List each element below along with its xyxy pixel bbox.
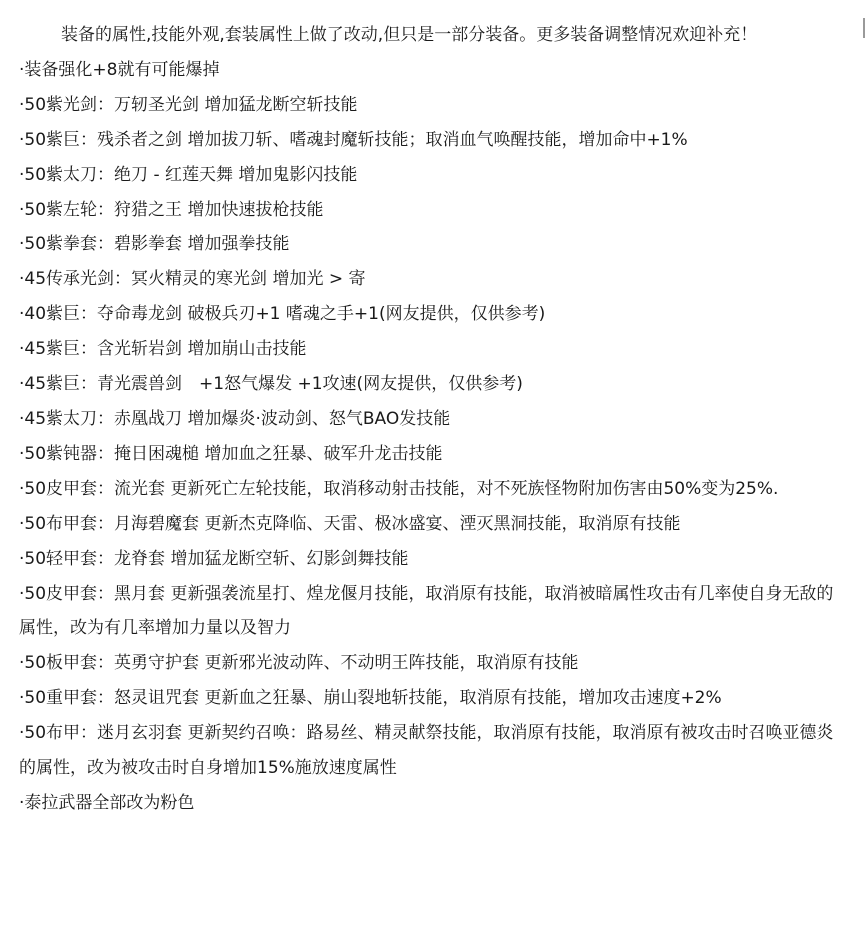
paragraph-line: ·45紫巨：含光斩岩剑 增加崩山击技能 [19, 339, 307, 360]
article-body [19, 18, 841, 821]
paragraph-line: ·50紫钝器：掩日困魂槌 增加血之狂暴、破军升龙击技能 [19, 443, 443, 464]
paragraph-line: ·50皮甲套：流光套 更新死亡左轮技能，取消移动射击技能，对不死族怪物附加伤害由50%变为25%. [19, 478, 779, 499]
paragraph-line: ·40紫巨：夺命毒龙剑 破极兵刃+1 嗜魂之手+1(网友提供，仅供参考) [19, 304, 546, 325]
intro-paragraph: 装备的属性,技能外观,套装属性上做了改动,但只是一部分装备。更多装备调整情况欢迎补充！ [61, 25, 758, 45]
paragraph-line: ·50布甲：迷月玄羽套 更新契约召唤：路易丝、精灵献祭技能，取消原有技能，取消原有被攻击时召唤亚德炎的属性，改为被攻击时自身增加15%施放速度属性 [19, 723, 834, 779]
paragraph-line: ·50紫拳套：碧影拳套 增加强拳技能 [19, 234, 290, 255]
paragraph-line: ·50紫巨：残杀者之剑 增加拔刀斩、嗜魂封魔斩技能；取消血气唤醒技能，增加命中+1% [19, 129, 688, 150]
paragraph-line: ·50紫光剑：万轫圣光剑 增加猛龙断空斩技能 [19, 94, 358, 115]
paragraph-line: ·45紫巨：青光震兽剑 +1怒气爆发 +1攻速(网友提供，仅供参考) [19, 374, 523, 395]
paragraph-line: ·50布甲套：月海碧魔套 更新杰克降临、天雷、极冰盛宴、湮灭黑洞技能，取消原有技能 [19, 513, 681, 534]
paragraph-line: ·50轻甲套：龙脊套 增加猛龙断空斩、幻影剑舞技能 [19, 548, 409, 569]
paragraph-line: ·50紫太刀：绝刀 - 红莲天舞 增加鬼影闪技能 [19, 164, 358, 185]
paragraph-line: ·装备强化+8就有可能爆掉 [19, 59, 220, 80]
paragraph-line: ·50板甲套：英勇守护套 更新邪光波动阵、不动明王阵技能，取消原有技能 [19, 653, 579, 674]
paragraph-line: ·45紫太刀：赤凰战刀 增加爆炎·波动剑、怒气BAO发技能 [19, 408, 451, 429]
paragraph-line: ·50重甲套：怒灵诅咒套 更新血之狂暴、崩山裂地斩技能，取消原有技能，增加攻击速度+2% [19, 688, 722, 709]
paragraph-line: ·泰拉武器全部改为粉色 [19, 792, 195, 813]
paragraph-line: ·45传承光剑：冥火精灵的寒光剑 增加光 > 寄 [19, 269, 366, 290]
paragraph-line: ·50皮甲套：黑月套 更新强袭流星打、煌龙偃月技能，取消原有技能，取消被暗属性攻击有几率使自身无敌的属性，改为有几率增加力量以及智力 [19, 583, 834, 639]
paragraph-line: ·50紫左轮：狩猎之王 增加快速拔枪技能 [19, 199, 324, 220]
